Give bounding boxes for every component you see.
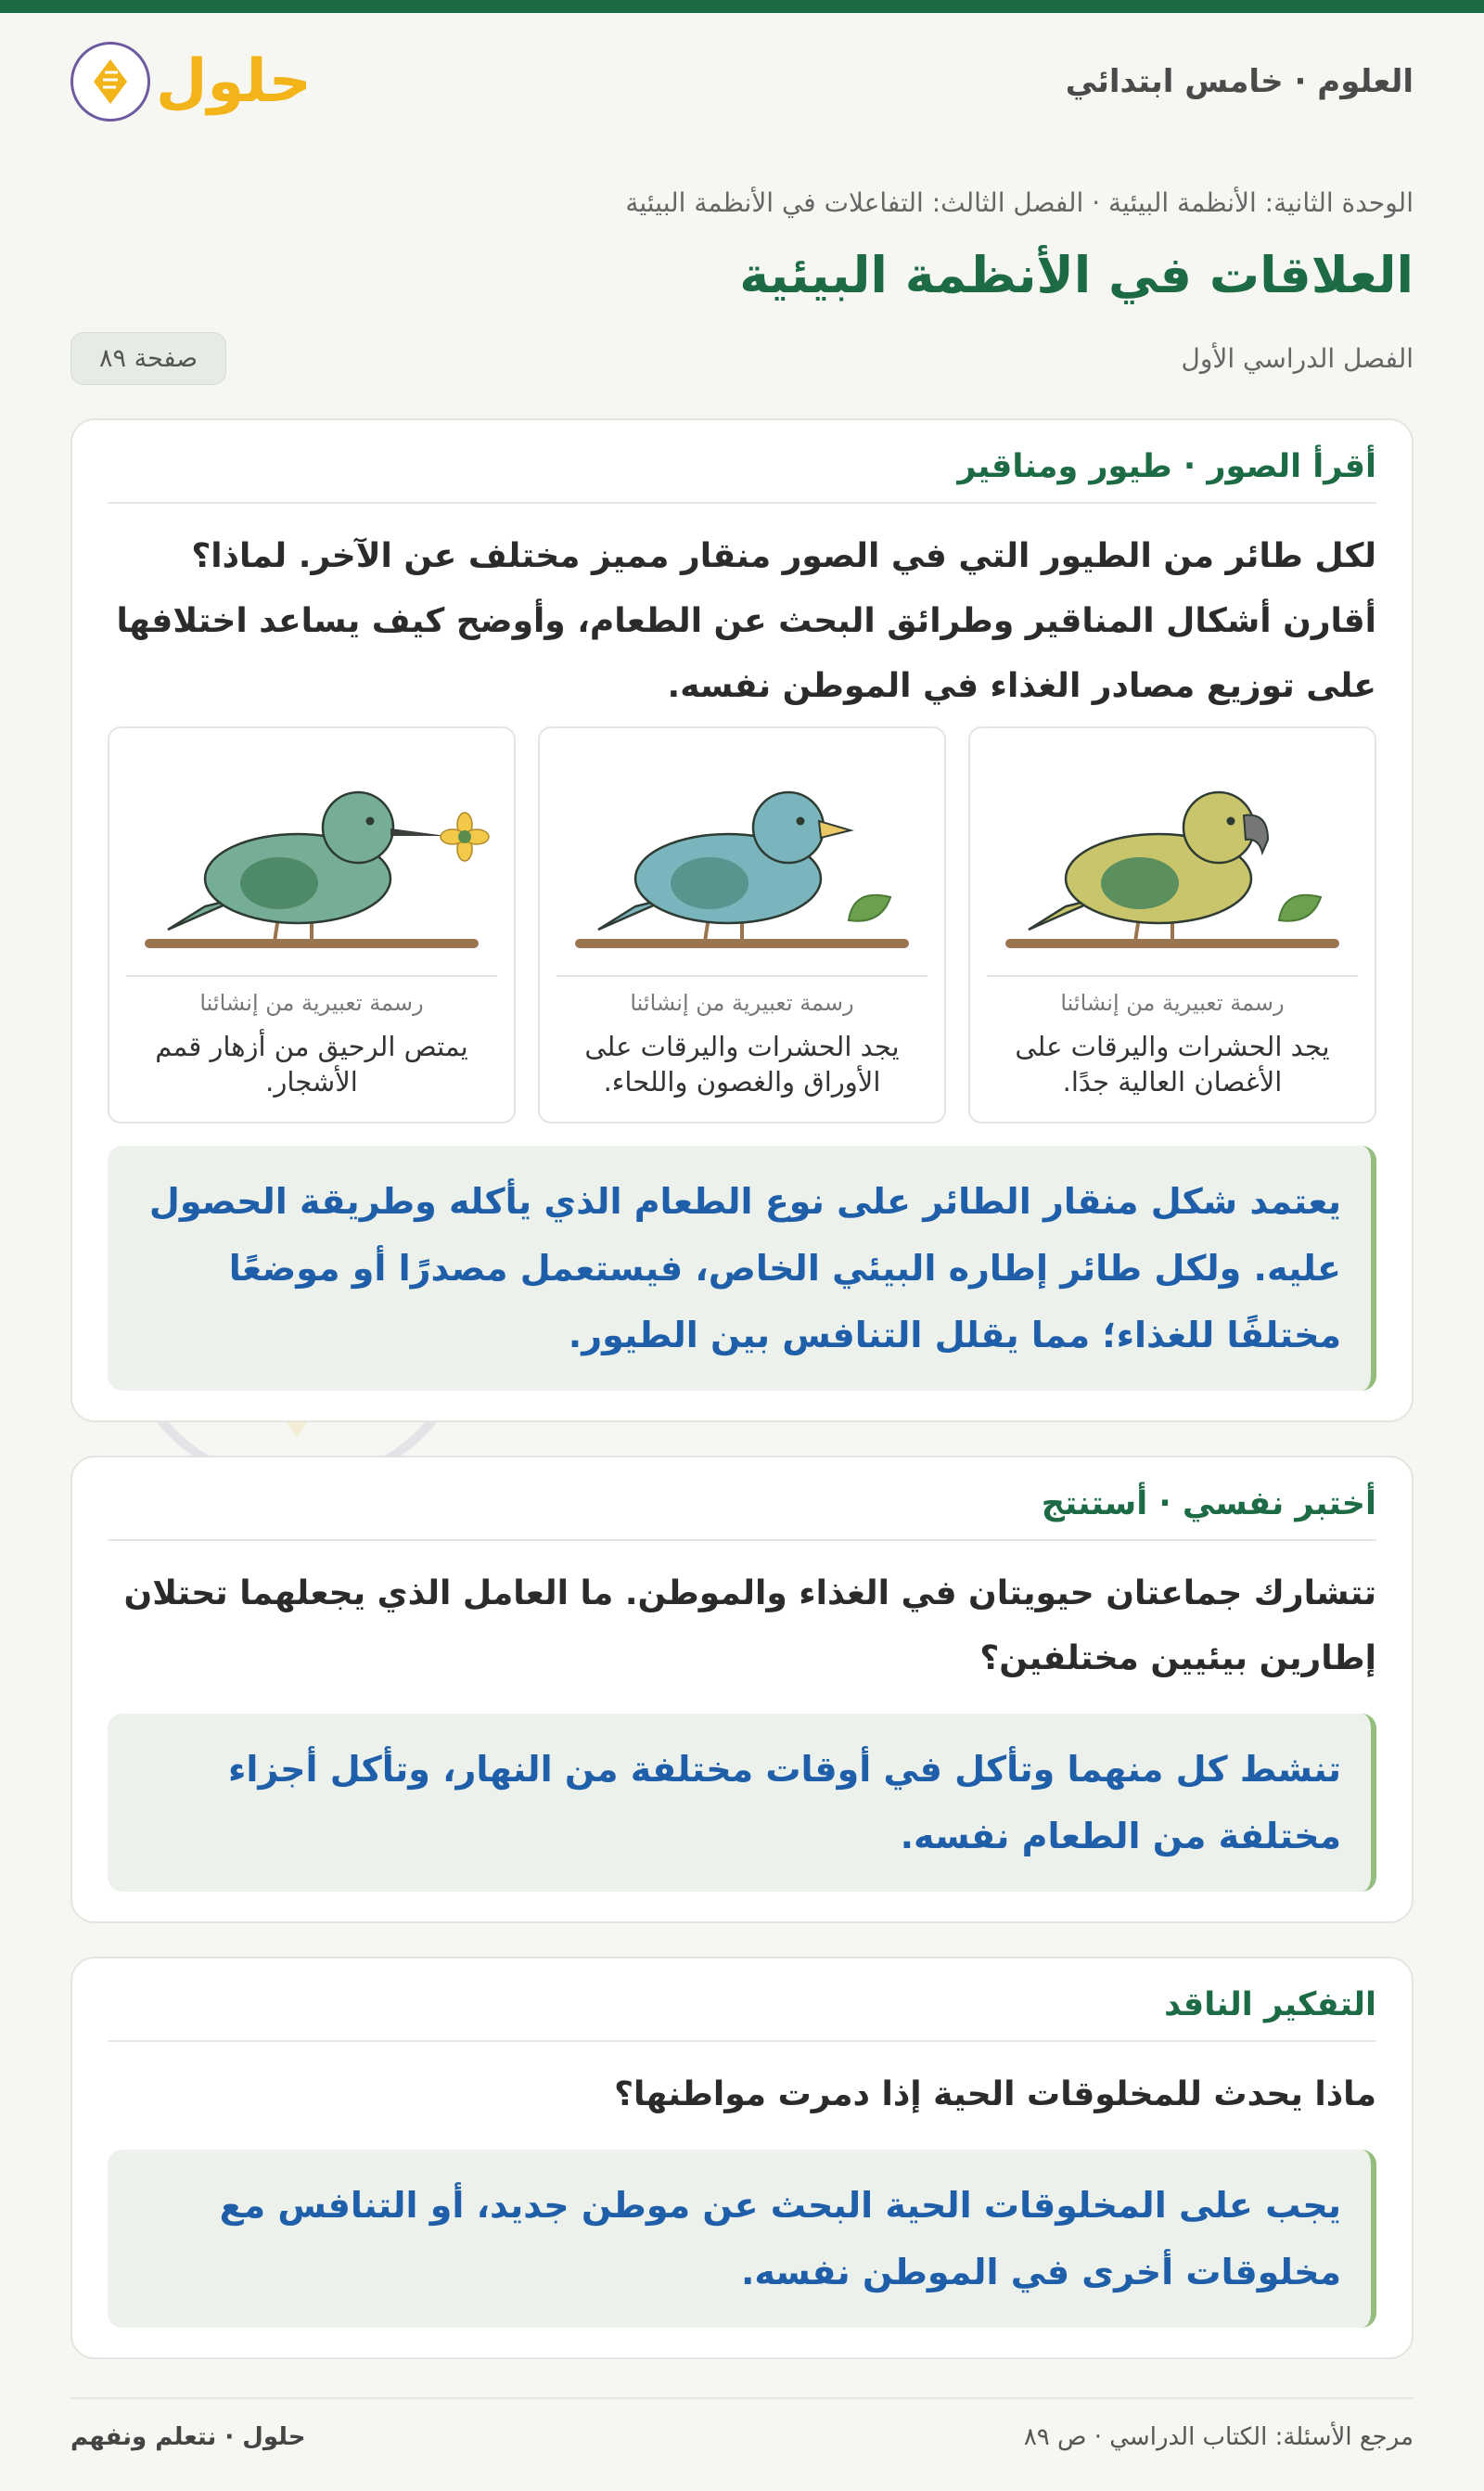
question-text: لكل طائر من الطيور التي في الصور منقار مميز مختلف عن الآخر. لماذا؟ أقارن أشكال المناقير وطرائق البحث عن الطعام، وأوضح كيف يساعد اختلافها على توزيع مصادر الغذاء في الموطن نفسه. xyxy=(116,537,1376,705)
section-title: التفكير الناقد xyxy=(108,1986,1376,2042)
subject-label: العلوم · خامس ابتدائي xyxy=(1065,63,1414,100)
semester-label: الفصل الدراسي الأول xyxy=(1181,343,1414,374)
section-self-test xyxy=(70,1456,1414,1923)
nectar-bird-illustration xyxy=(131,739,493,971)
bird-description: يجد الحشرات واليرقات على الأوراق والغصون واللحاء. xyxy=(584,1031,900,1098)
breadcrumb: الوحدة الثانية: الأنظمة البيئية · الفصل الثالث: التفاعلات في الأنظمة البيئية xyxy=(625,187,1414,218)
bird-illustrations xyxy=(108,726,1376,1124)
page-number-badge: صفحة ٨٩ xyxy=(70,332,226,385)
parrot-bird-illustration xyxy=(991,739,1353,971)
bird-description: يمتص الرحيق من أزهار قمم الأشجار. xyxy=(155,1031,468,1098)
hulul-logo[interactable] xyxy=(70,42,312,122)
image-credit: رسمة تعبيرية من إنشائنا xyxy=(556,975,928,1016)
image-credit: رسمة تعبيرية من إنشائنا xyxy=(126,975,497,1016)
bird-card-short-beak xyxy=(538,726,946,1124)
answer-box: تنشط كل منهما وتأكل في أوقات مختلفة من النهار، وتأكل أجزاء مختلفة من الطعام نفسه. xyxy=(108,1714,1376,1892)
question-text: ماذا يحدث للمخلوقات الحية إذا دمرت مواطنها؟ xyxy=(614,2075,1376,2113)
page-footer xyxy=(70,2397,1414,2451)
answer-box: يعتمد شكل منقار الطائر على نوع الطعام الذي يأكله وطريقة الحصول عليه. ولكل طائر إطاره البيئي الخاص، فيستعمل مصدرًا أو موضعًا مختلفًا للغذاء؛ مما يقلل التنافس بين الطيور. xyxy=(108,1146,1376,1391)
book-icon xyxy=(70,42,150,122)
bird-description: يجد الحشرات واليرقات على الأغصان العالية جدًا. xyxy=(1015,1031,1330,1098)
footer-brand: حلول · نتعلم ونفهم xyxy=(70,2423,306,2451)
section-title: أقرأ الصور · طيور ومناقير xyxy=(108,448,1376,504)
section-critical-thinking xyxy=(70,1957,1414,2359)
page-header xyxy=(70,13,1414,150)
logo-wordmark: حلول xyxy=(156,47,312,116)
top-accent-bar xyxy=(0,0,1484,13)
meta-row xyxy=(70,332,1414,385)
image-credit: رسمة تعبيرية من إنشائنا xyxy=(987,975,1358,1016)
section-read-pictures xyxy=(70,418,1414,1422)
footer-reference: مرجع الأسئلة: الكتاب الدراسي · ص ٨٩ xyxy=(1023,2423,1414,2451)
insect-eater-bird-illustration xyxy=(561,739,923,971)
page-title: العلاقات في الأنظمة البيئية xyxy=(739,246,1414,304)
question-text: تتشارك جماعتان حيويتان في الغذاء والموطن. ما العامل الذي يجعلهما تحتلان إطارين بيئيين مختلفين؟ xyxy=(123,1574,1376,1677)
bird-card-hooked-beak xyxy=(968,726,1376,1124)
bird-card-long-beak xyxy=(108,726,516,1124)
answer-box: يجب على المخلوقات الحية البحث عن موطن جديد، أو التنافس مع مخلوقات أخرى في الموطن نفسه. xyxy=(108,2150,1376,2328)
section-title: أختبر نفسي · أستنتج xyxy=(108,1485,1376,1541)
